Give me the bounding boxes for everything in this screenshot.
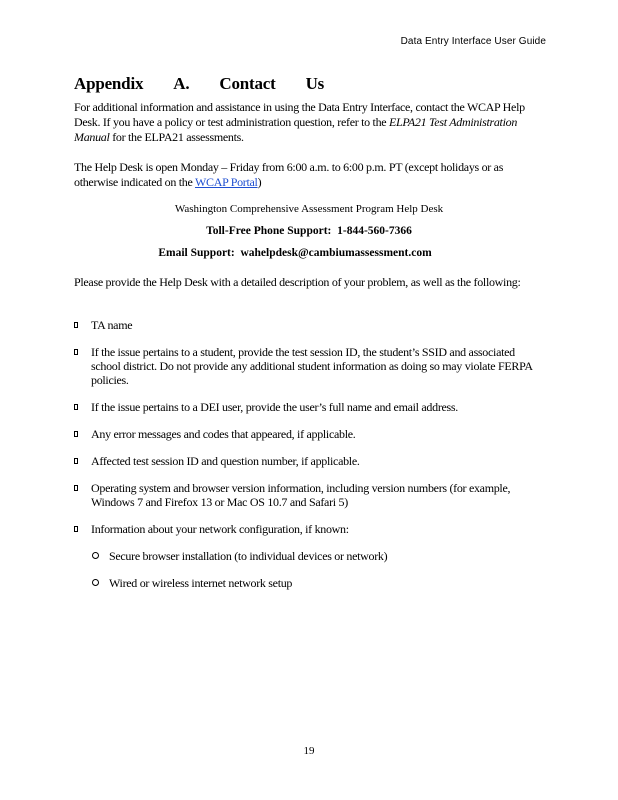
list-item: Operating system and browser version information, including version numbers (for example, Windows 7 and Firefox 13 or Mac OS 10.7 and Safari 5): [74, 481, 544, 509]
hours-paragraph: [74, 160, 534, 190]
sub-list-item: Secure browser installation (to individual devices or network): [92, 549, 532, 563]
circle-bullet-icon: [92, 579, 99, 586]
circle-bullet-icon: [92, 552, 99, 559]
title-word-us: Us: [305, 74, 325, 93]
intro-text-2: for the ELPA21 assessments.: [109, 130, 244, 144]
square-bullet-icon: [74, 349, 78, 355]
list-item: If the issue pertains to a DEI user, provide the user’s full name and email address.: [74, 400, 544, 414]
square-bullet-icon: [74, 526, 78, 532]
list-item: TA name: [74, 318, 544, 332]
intro-paragraph: [74, 100, 534, 145]
phone-label: Toll-Free Phone Support:: [206, 225, 332, 237]
sub-list-item: Wired or wireless internet network setup: [92, 576, 532, 590]
email-address: wahelpdesk@cambiumassessment.com: [240, 247, 432, 259]
page-title: [74, 74, 354, 94]
list-item: Information about your network configuration, if known:: [74, 522, 544, 536]
list-item: If the issue pertains to a student, provide the test session ID, the student’s SSID and associated school district. Do not provide any additional student information as doing so may violate FERPA policies.: [74, 345, 544, 387]
phone-number: 1-844-560-7366: [337, 225, 412, 237]
title-word-appendix: Appendix: [74, 74, 144, 93]
phone-support-line: [74, 225, 544, 237]
list-item: Affected test session ID and question number, if applicable.: [74, 454, 544, 468]
email-label: Email Support:: [158, 247, 235, 259]
title-word-contact: Contact: [219, 74, 276, 93]
hours-text-1: The Help Desk is open Monday – Friday from 6:00 a.m. to 6:00 p.m. PT (except holidays or as otherwise indicated on the: [74, 160, 504, 189]
square-bullet-icon: [74, 322, 78, 328]
running-header: Data Entry Interface User Guide: [400, 36, 546, 47]
request-intro-paragraph: Please provide the Help Desk with a detailed description of your problem, as well as the following:: [74, 275, 521, 289]
manual-title: ELPA21 Test Administration Manual: [74, 115, 518, 144]
help-desk-name: Washington Comprehensive Assessment Program Help Desk: [174, 203, 444, 215]
square-bullet-icon: [74, 458, 78, 464]
square-bullet-icon: [74, 485, 78, 491]
title-word-letter: A.: [173, 74, 190, 93]
square-bullet-icon: [74, 431, 78, 437]
hours-text-2: ): [257, 175, 262, 189]
square-bullet-icon: [74, 404, 78, 410]
wcap-portal-link[interactable]: WCAP Portal: [194, 175, 258, 189]
list-item: Any error messages and codes that appeared, if applicable.: [74, 427, 544, 441]
page-number: 19: [303, 745, 315, 757]
intro-text-1: For additional information and assistance in using the Data Entry Interface, contact the WCAP Help Desk. If you have a policy or test administration question, refer to the: [74, 100, 525, 129]
email-support-line: [60, 247, 530, 259]
